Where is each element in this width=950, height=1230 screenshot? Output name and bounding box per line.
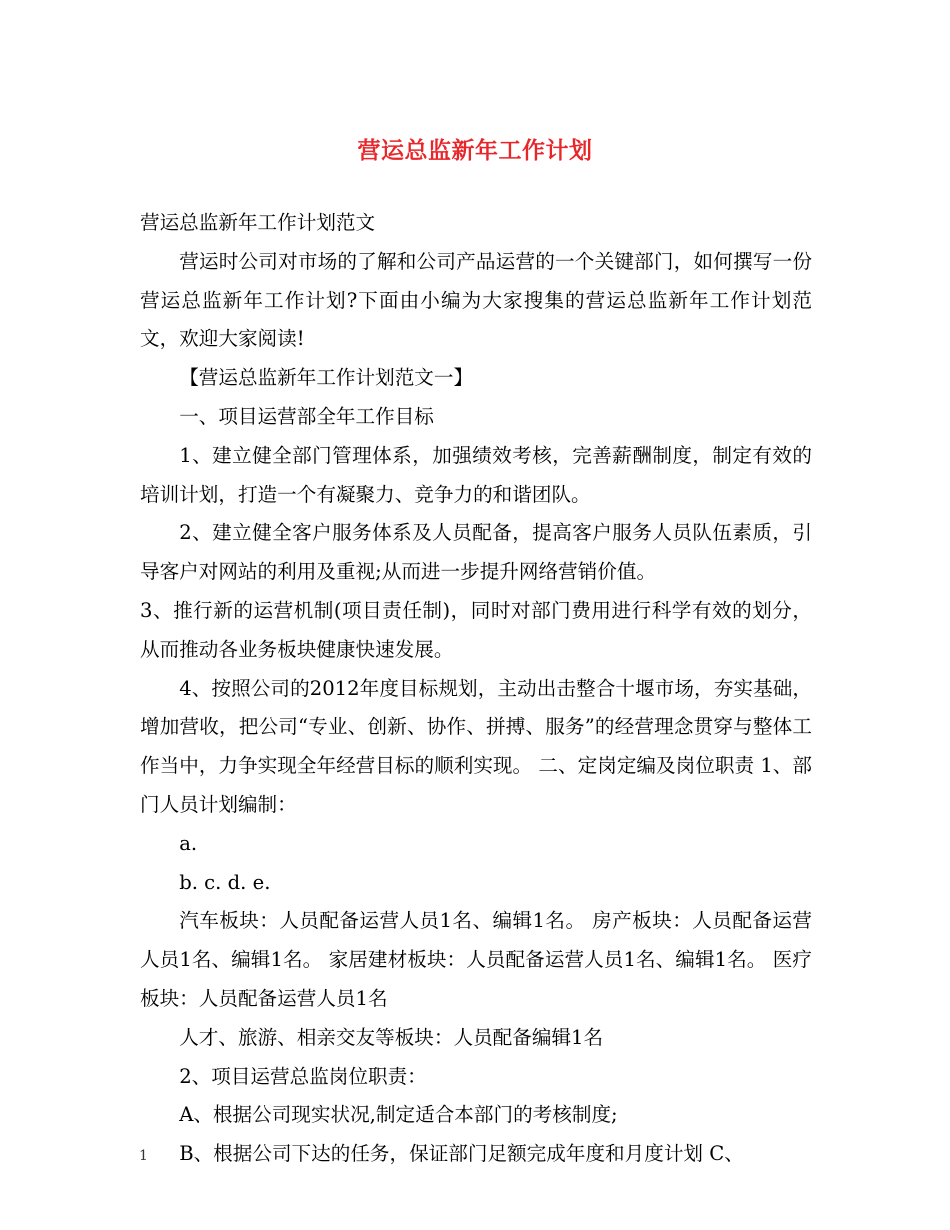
paragraph: 营运总监新年工作计划范文	[140, 211, 376, 234]
paragraph: 2、建立健全客户服务体系及人员配备，提高客户服务人员队伍素质，引导客户对网站的利用及重视;从而进一步提升网络营销价值。	[140, 521, 812, 584]
list-item: A、根据公司现实状况,制定适合本部门的考核制度;	[179, 1103, 618, 1127]
page-number: 1	[139, 1148, 148, 1164]
paragraph: 3、推行新的运营机制(项目责任制)，同时对部门费用进行科学有效的划分，从而推动各业务板块健康快速发展。	[140, 598, 812, 661]
list-item: a.	[179, 831, 198, 855]
paragraph: 营运时公司对市场的了解和公司产品运营的一个关键部门，如何撰写一份营运总监新年工作计划?下面由小编为大家搜集的营运总监新年工作计划范文，欢迎大家阅读!	[140, 249, 812, 351]
paragraph: 4、按照公司的2012年度目标规划，主动出击整合十堰市场，夯实基础，增加营收，把公司“专业、创新、协作、拼搏、服务”的经营理念贯穿与整体工作当中，力争实现全年经营目标的顺利实现。 二、定岗定编及岗位职责 1、部门人员计划编制：	[140, 676, 812, 816]
document-body	[140, 204, 812, 1174]
document-title: 营运总监新年工作计划	[357, 137, 593, 164]
paragraph: 1、建立健全部门管理体系，加强绩效考核，完善薪酬制度，制定有效的培训计划，打造一个有凝聚力、竞争力的和谐团队。	[140, 443, 812, 506]
section-heading: 2、项目运营总监岗位职责：	[179, 1064, 427, 1088]
paragraph: 汽车板块：人员配备运营人员1名、编辑1名。 房产板块：人员配备运营人员1名、编辑1名。 家居建材板块：人员配备运营人员1名、编辑1名。 医疗板块：人员配备运营人员1名	[140, 909, 812, 1010]
list-item: b. c. d. e.	[179, 870, 271, 894]
list-item: B、根据公司下达的任务，保证部门足额完成年度和月度计划 C、	[179, 1142, 744, 1166]
section-heading: 一、项目运营部全年工作目标	[179, 404, 434, 428]
section-heading: 【营运总监新年工作计划范文一】	[179, 366, 474, 390]
paragraph: 人才、旅游、相亲交友等板块：人员配备编辑1名	[179, 1025, 604, 1049]
